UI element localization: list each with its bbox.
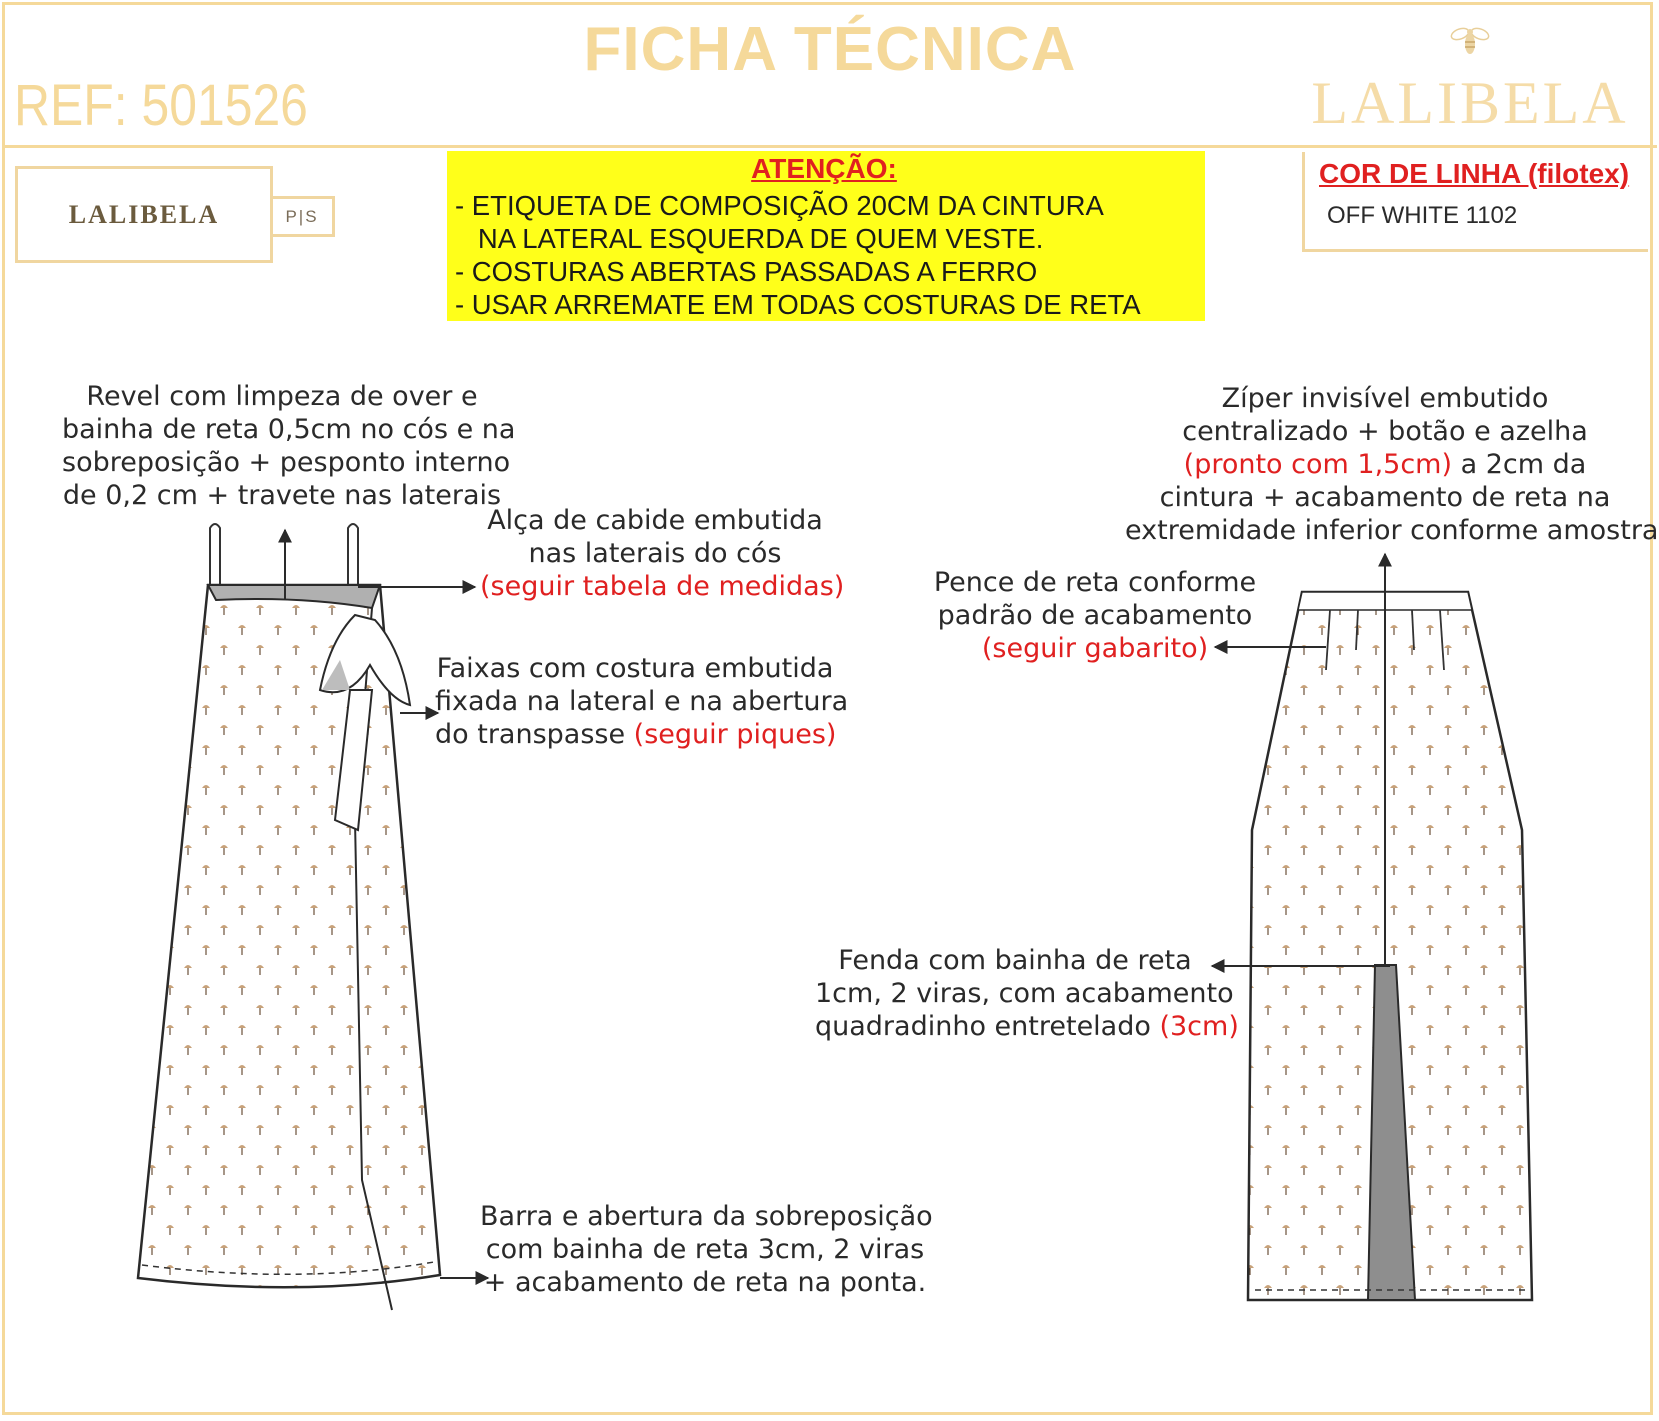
reference-code: REF: 501526 (14, 73, 308, 138)
note-text: quadradinho entretelado (815, 1011, 1160, 1042)
note-line: com bainha de reta 3cm, 2 viras (485, 1234, 925, 1265)
note-line: de 0,2 cm + travete nas laterais (62, 480, 502, 511)
note-line: Zíper invisível embutido (1221, 383, 1549, 414)
front-skirt-drawing (138, 524, 440, 1310)
note-line (435, 718, 835, 751)
note-text-highlight: (3cm) (1159, 1011, 1239, 1042)
note-faixas (435, 652, 849, 751)
note-line: Alça de cabide embutida (487, 505, 823, 536)
note-alca (480, 504, 845, 603)
note-line: 1cm, 2 viras, com acabamento (815, 978, 1234, 1009)
note-line: bainha de reta 0,5cm no cós e na (62, 414, 516, 445)
note-line: fixada na lateral e na abertura (435, 686, 849, 717)
note-line: nas laterais do cós (528, 538, 782, 569)
note-line: Fenda com bainha de reta (838, 945, 1192, 976)
note-line-highlight: (seguir tabela de medidas) (480, 571, 845, 602)
back-skirt-drawing (1248, 592, 1532, 1300)
brand-name: LALIBELA (1311, 70, 1629, 136)
attention-line: - COSTURAS ABERTAS PASSADAS A FERRO (455, 256, 1038, 287)
note-text-highlight: (pronto com 1,5cm) (1183, 449, 1453, 480)
note-line: Pence de reta conforme (933, 567, 1257, 598)
note-line: padrão de acabamento (937, 600, 1253, 631)
label-brand-name: LALIBELA (68, 199, 220, 229)
note-line: Faixas com costura embutida (436, 653, 834, 684)
note-line: extremidade inferior conforme amostra (1125, 515, 1659, 546)
note-pence (925, 566, 1265, 665)
note-ziper (1125, 382, 1659, 547)
note-line: Revel com limpeza de over e (86, 381, 478, 412)
attention-title: ATENÇÃO: (751, 153, 897, 184)
note-line: centralizado + botão e azelha (1182, 416, 1588, 447)
note-line: + acabamento de reta na ponta. (483, 1267, 927, 1298)
note-line: Barra e abertura da sobreposição (480, 1201, 933, 1232)
note-revel (62, 380, 516, 512)
attention-line: - ETIQUETA DE COMPOSIÇÃO 20CM DA CINTURA (455, 190, 1104, 221)
note-barra (480, 1200, 933, 1299)
note-line: cintura + acabamento de reta na (1159, 482, 1611, 513)
hanger-loop-left (210, 524, 220, 586)
note-text-highlight: (seguir piques) (633, 719, 837, 750)
page-title: FICHA TÉCNICA (583, 15, 1077, 84)
note-line (815, 1010, 1239, 1043)
note-text: do transpasse (435, 719, 634, 750)
attention-line: NA LATERAL ESQUERDA DE QUEM VESTE. (455, 223, 1044, 254)
note-fenda (815, 944, 1239, 1043)
note-line (1125, 448, 1645, 481)
thread-color-value: OFF WHITE 1102 (1327, 202, 1518, 229)
label-size-tag: P|S (272, 196, 335, 237)
note-line: sobreposição + pesponto interno (62, 447, 511, 478)
note-text: a 2cm da (1452, 449, 1587, 480)
note-line-highlight: (seguir gabarito) (981, 633, 1209, 664)
hanger-loop-right (348, 524, 358, 586)
thread-color-title: COR DE LINHA (filotex) (1319, 158, 1630, 189)
attention-line: - USAR ARREMATE EM TODAS COSTURAS DE RETA (455, 289, 1141, 320)
